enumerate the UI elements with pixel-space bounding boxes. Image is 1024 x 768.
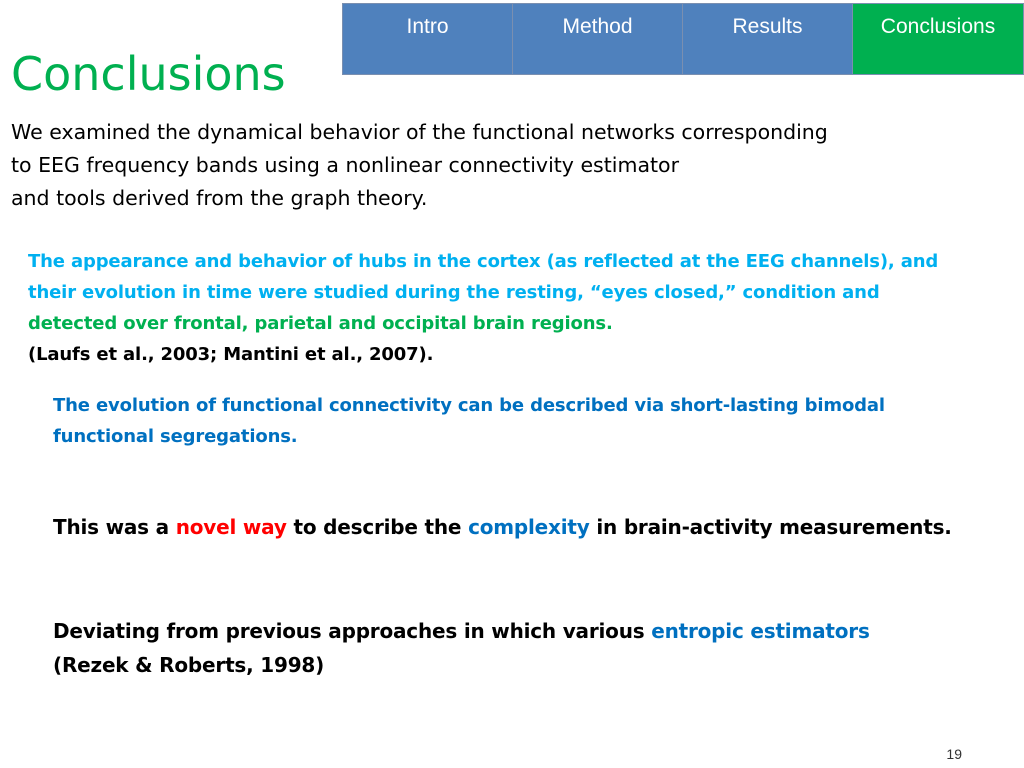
novel-way-paragraph	[53, 510, 993, 544]
hubs-line: The appearance and behavior of hubs in the cortex (as reflected at the EEG channels), and	[28, 251, 939, 272]
deviating-citation: (Rezek & Roberts, 1998)	[53, 653, 325, 677]
hubs-line: detected over frontal, parietal and occipital brain regions.	[28, 313, 613, 334]
page-title: Conclusions	[11, 47, 286, 101]
evolution-line: functional segregations.	[53, 426, 298, 447]
novel-text: This was a	[53, 515, 176, 539]
intro-line: to EEG frequency bands using a nonlinear connectivity estimator	[11, 153, 680, 177]
deviating-paragraph	[53, 614, 993, 682]
hubs-citation: (Laufs et al., 2003; Mantini et al., 2007).	[28, 344, 434, 365]
novel-way-highlight: novel way	[175, 515, 287, 539]
novel-text: in brain-activity measurements.	[589, 515, 952, 539]
tab-method[interactable]: Method	[512, 3, 682, 75]
slide-number: 19	[946, 746, 962, 762]
tab-results[interactable]: Results	[682, 3, 852, 75]
hubs-paragraph	[28, 246, 1008, 370]
intro-line: and tools derived from the graph theory.	[11, 186, 428, 210]
complexity-highlight: complexity	[468, 515, 590, 539]
evolution-line: The evolution of functional connectivity can be described via short-lasting bimodal	[53, 395, 885, 416]
deviating-text: Deviating from previous approaches in which various	[53, 619, 652, 643]
intro-line: We examined the dynamical behavior of the functional networks corresponding	[11, 120, 828, 144]
evolution-paragraph	[53, 390, 993, 452]
hubs-line: their evolution in time were studied during the resting, “eyes closed,” condition and	[28, 282, 880, 303]
tab-intro[interactable]: Intro	[342, 3, 512, 75]
tab-conclusions[interactable]: Conclusions	[852, 3, 1024, 75]
section-nav	[342, 3, 1024, 75]
intro-paragraph	[11, 116, 971, 215]
novel-text: to describe the	[286, 515, 469, 539]
entropic-estimators-highlight: entropic estimators	[651, 619, 870, 643]
